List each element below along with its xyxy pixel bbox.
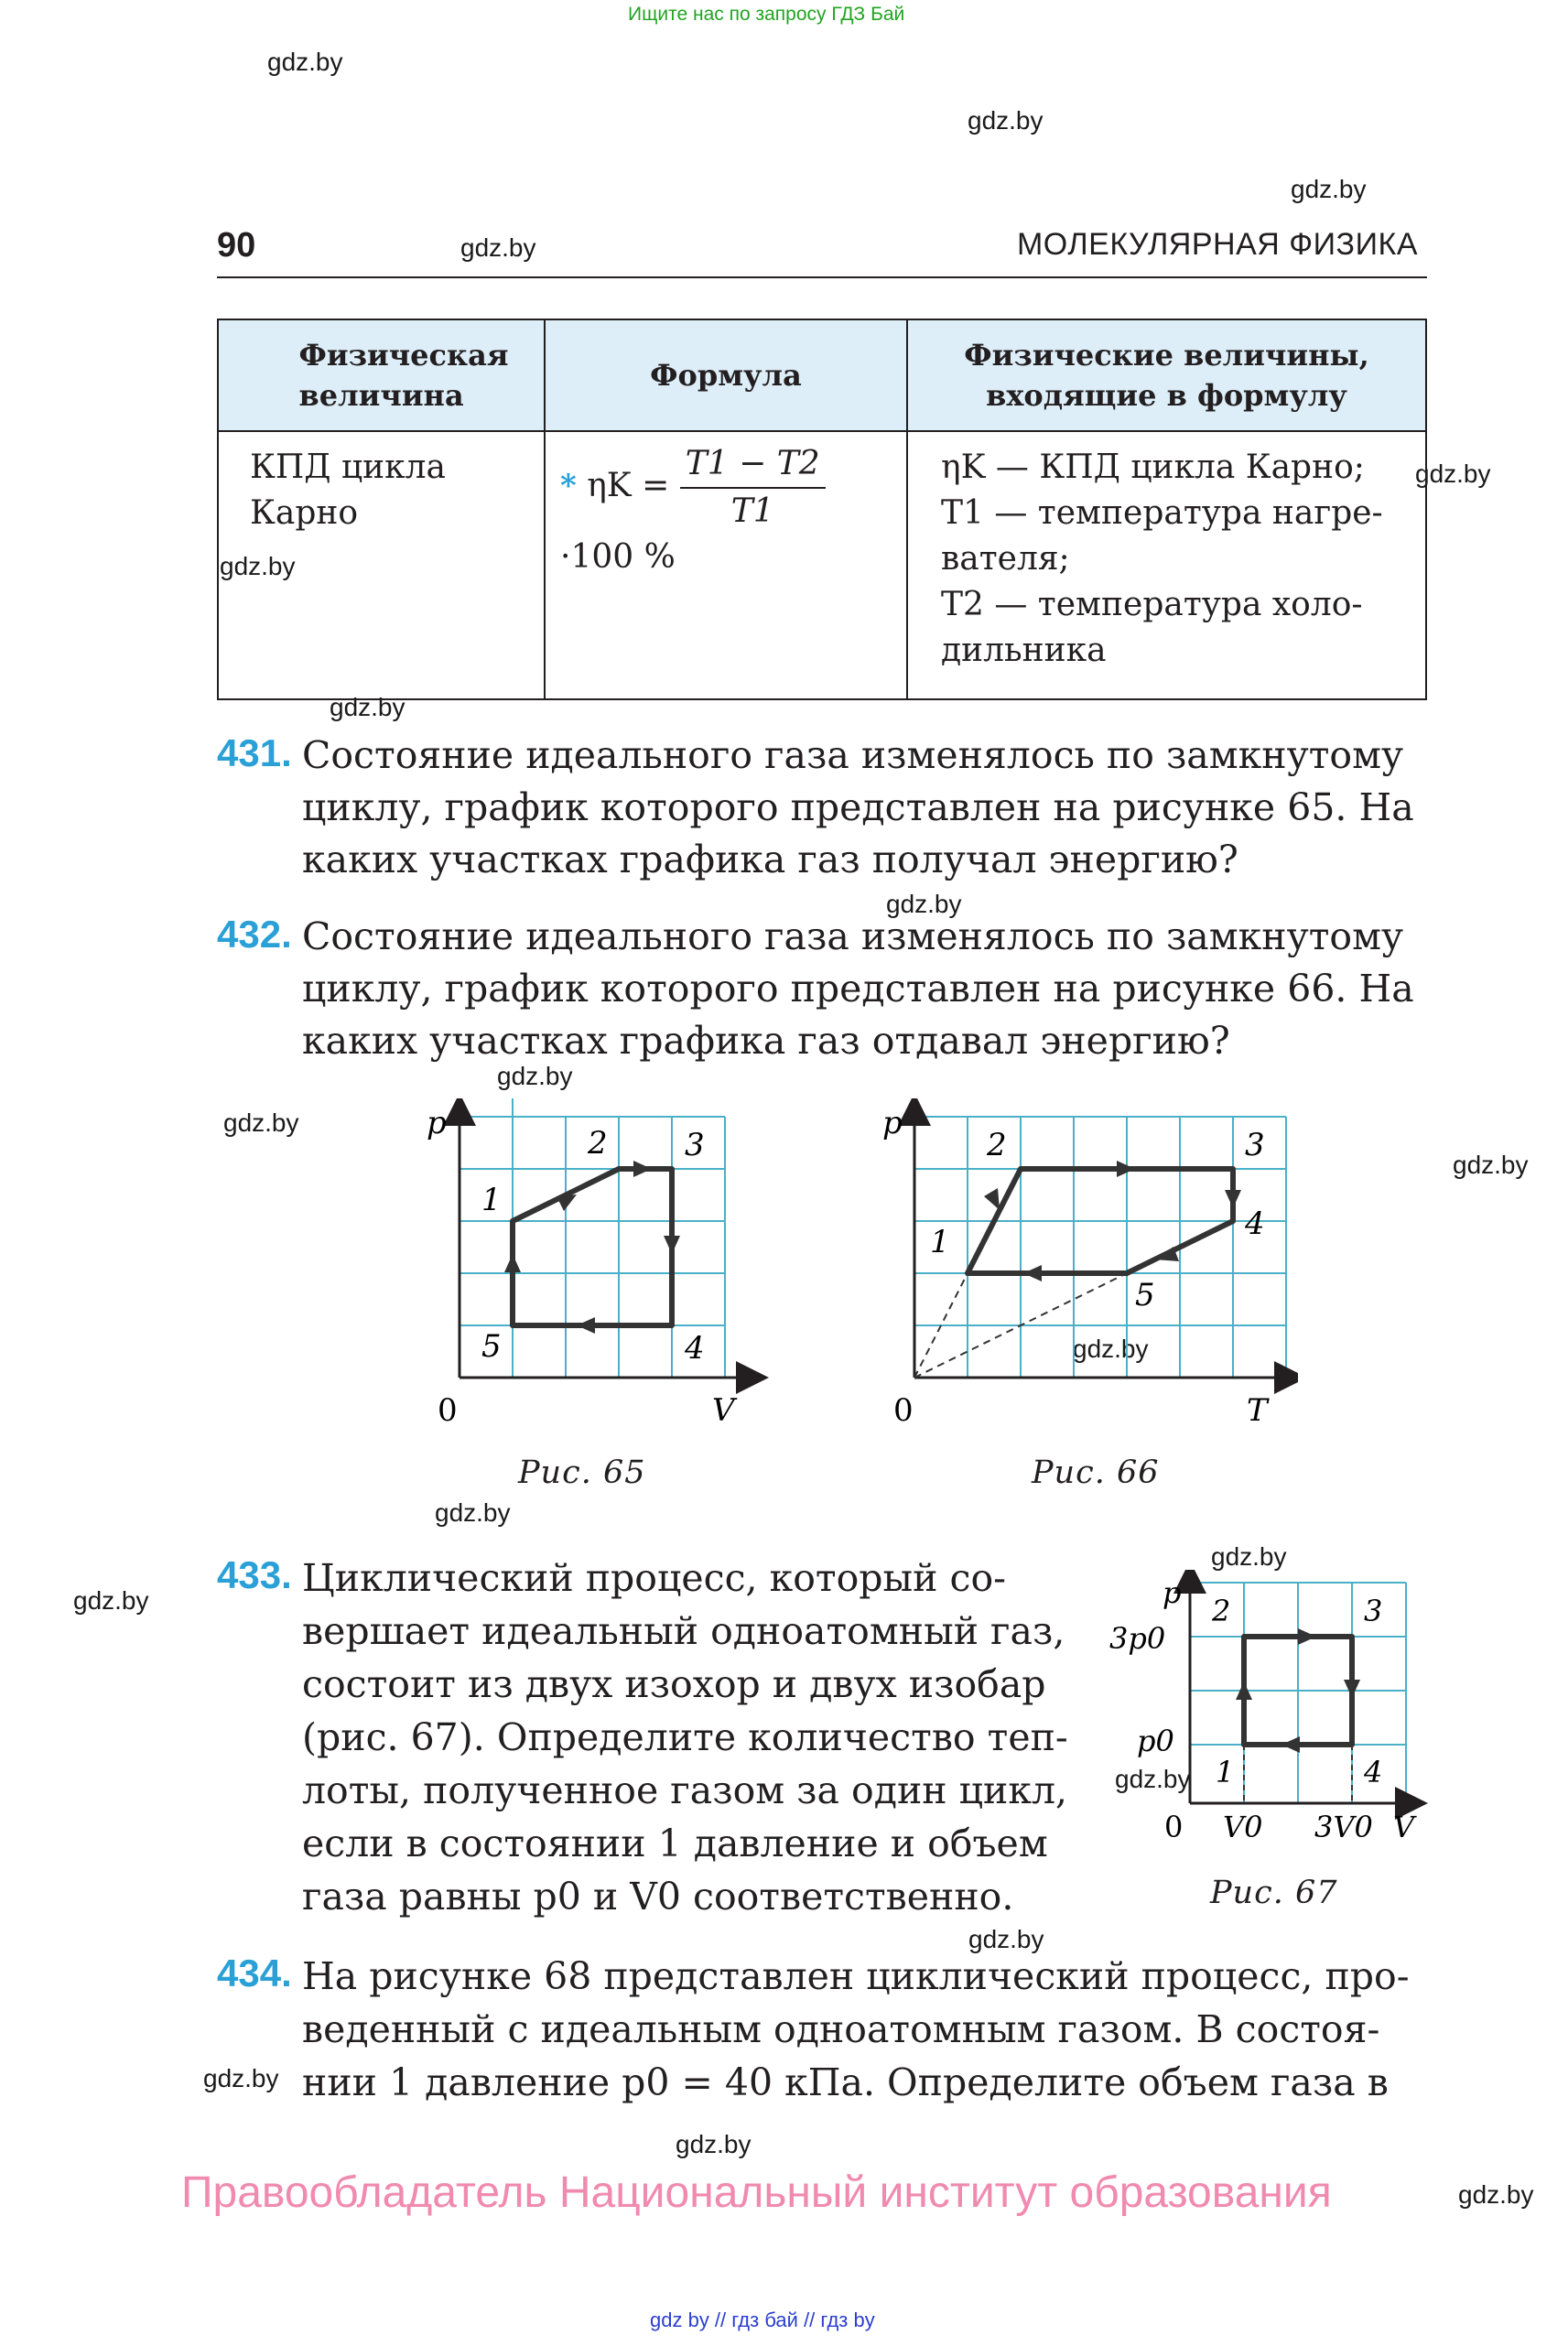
y-tick-label: p0 [1137, 1724, 1174, 1758]
problem-number: 432. [217, 913, 292, 956]
origin-label: 0 [438, 1392, 458, 1429]
point-label: 2 [588, 1125, 608, 1162]
point-label: 3 [1245, 1127, 1265, 1163]
y-axis-label: p [882, 1105, 903, 1141]
formula-fraction: $\frac{T1 - T2}{T1}$ [680, 441, 826, 535]
watermark: gdz.by [1458, 2180, 1534, 2209]
watermark: gdz.by [1415, 459, 1491, 488]
point-label: 5 [1135, 1277, 1155, 1314]
problem-text: Состояние идеального газа изменялось по замкнутому циклу, график которого представлен на рисунке 65. На каких участках графика газ получал энергию? [302, 733, 1414, 881]
figure-67-caption: Рис. 67 [1210, 1875, 1338, 1911]
header-rule [217, 276, 1427, 278]
point-label: 3 [1364, 1594, 1383, 1628]
point-label: 2 [987, 1127, 1007, 1163]
cycle-path [513, 1169, 672, 1325]
watermark: gdz.by [676, 2130, 752, 2158]
star-marker: * [560, 468, 577, 504]
y-axis-label: p [427, 1105, 447, 1141]
point-label: 4 [1245, 1205, 1265, 1242]
point-label: 4 [685, 1330, 705, 1367]
point-label: 2 [1212, 1594, 1231, 1628]
point-label: 1 [481, 1182, 502, 1218]
watermark: gdz.by [220, 552, 296, 580]
x-tick-label: V0 [1223, 1810, 1263, 1844]
watermark: gdz.by [267, 48, 343, 76]
watermark: gdz.by [968, 1925, 1044, 1953]
problem-text: Циклический процесс, который со- вершает идеальный одноатомный газ, состоит из двух изохор и двух изобар (рис. 67). Определите количество теп- лоты, полученное газом за один цикл, если в состоянии 1 давление и объем газа равны p0 и V0 соответственно. [302, 1556, 1068, 1919]
figure-66-caption: Рис. 66 [1032, 1454, 1160, 1491]
watermark: gdz.by [73, 1586, 149, 1615]
x-axis-label: T [1247, 1392, 1268, 1429]
watermark: gdz.by [203, 2064, 279, 2092]
problem-number: 433. [217, 1553, 292, 1596]
origin-label: 0 [893, 1392, 914, 1429]
formula-lhs: ηK = [587, 467, 670, 504]
formula-tail: ·100 % [560, 538, 676, 576]
section-title: МОЛЕКУЛЯРНАЯ ФИЗИКА [1016, 227, 1418, 262]
point-label: 4 [1364, 1755, 1383, 1789]
watermark: gdz.by [1291, 175, 1367, 203]
watermark: gdz.by [1115, 1765, 1191, 1793]
watermark: gdz.by [1073, 1335, 1149, 1363]
watermark: gdz.by [1453, 1151, 1529, 1179]
watermark: gdz.by [330, 693, 406, 721]
figure-66 [868, 1098, 1298, 1446]
table-header-quantity: Физическая величина [218, 319, 545, 431]
figure-65-caption: Рис. 65 [518, 1454, 646, 1491]
watermark: gdz.by [968, 106, 1044, 135]
point-label: 1 [1216, 1755, 1235, 1789]
watermark: gdz.by [460, 233, 536, 262]
x-tick-label: 3V0 [1314, 1810, 1373, 1844]
direction-arrows [504, 1161, 680, 1334]
figure-65 [412, 1098, 769, 1446]
page-number: 90 [217, 226, 256, 265]
origin-label: 0 [1164, 1810, 1184, 1844]
watermark: gdz.by [223, 1108, 299, 1137]
watermark: gdz.by [1211, 1542, 1287, 1571]
problem-number: 434. [217, 1951, 292, 1995]
table-cell-quantity: КПД цикла Карно [218, 431, 545, 699]
bottom-links[interactable]: gdz by // гдз бай // гдз by [650, 2308, 875, 2331]
x-axis-label: V [712, 1392, 735, 1429]
point-label: 1 [930, 1224, 950, 1260]
top-banner-link[interactable]: Ищите нас по запросу ГДЗ Бай [628, 4, 905, 25]
copyright-footer: Правообладатель Национальный институт образования [181, 2168, 1332, 2217]
table-header-quantities: Физические величины, входящие в формулу [907, 319, 1426, 431]
problem-text: На рисунке 68 представлен циклический процесс, про- веденный с идеальным одноатомным газом. В состоя- нии 1 давление p0 = 40 кПа. Определите объем газа в [302, 1954, 1410, 2104]
y-tick-label: 3p0 [1109, 1621, 1166, 1656]
table-header-formula: Формула [545, 319, 907, 431]
table-cell-description: ηK — КПД цикла Карно; T1 — температура нагре- вателя; T2 — температура холо- дильника [907, 431, 1426, 699]
y-axis-label: p [1162, 1575, 1182, 1610]
problem-text: Состояние идеального газа изменялось по замкнутому циклу, график которого представлен на рисунке 66. На каких участках графика газ отдавал энергию? [302, 914, 1414, 1063]
formula-table [217, 319, 1427, 700]
table-cell-formula [545, 431, 907, 699]
watermark: gdz.by [435, 1498, 511, 1527]
point-label: 3 [685, 1127, 705, 1163]
watermark: gdz.by [497, 1062, 573, 1090]
watermark: gdz.by [886, 890, 962, 918]
x-axis-label: V [1393, 1810, 1415, 1844]
figure-67 [1109, 1570, 1430, 1863]
problem-number: 431. [217, 731, 292, 774]
grid [914, 1117, 1286, 1378]
point-label: 5 [481, 1328, 502, 1365]
